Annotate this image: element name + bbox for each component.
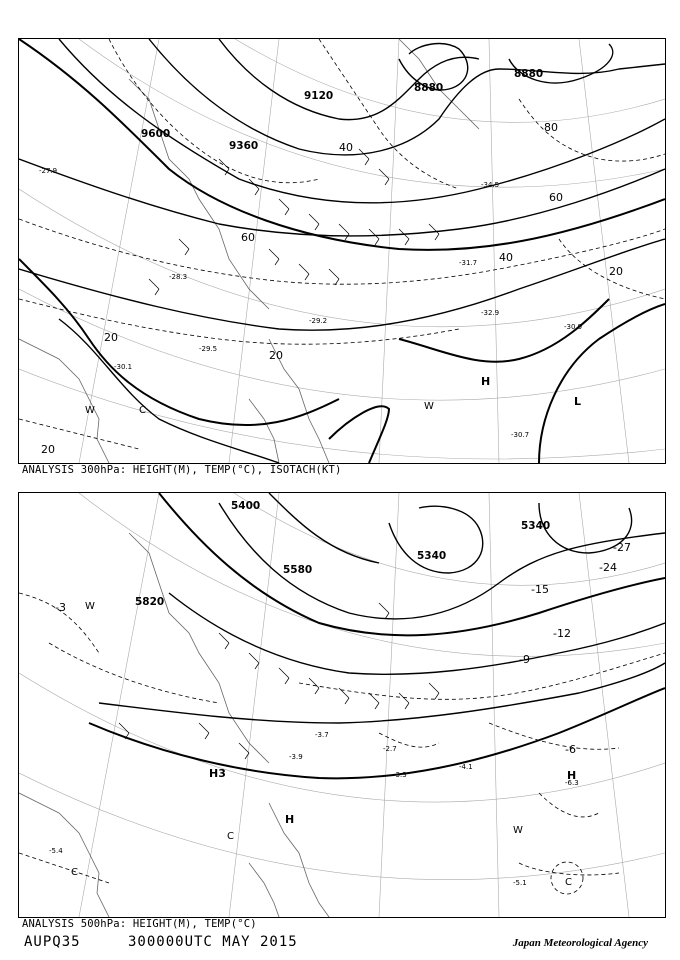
temp-value: -2.7 [383, 745, 397, 753]
coastlines [19, 533, 329, 917]
height-label: 5400 [231, 500, 261, 512]
isotherm-label: -24 [599, 561, 617, 574]
high-pressure-marker: H [481, 375, 491, 388]
caption-500hpa: ANALYSIS 500hPa: HEIGHT(M), TEMP(°C) [22, 918, 257, 930]
map-500hpa-svg [19, 493, 665, 917]
height-label: 9120 [304, 90, 334, 102]
high-pressure-marker: H [285, 813, 295, 826]
isotherm-label: -6 [565, 743, 576, 756]
isotach-label: 40 [339, 141, 353, 154]
height-label: 8880 [414, 82, 444, 94]
temp-value: -28.3 [169, 273, 188, 281]
isotherm-label: -15 [531, 583, 549, 596]
high-pressure-marker: H3 [209, 767, 226, 780]
temp-value: -32.9 [481, 309, 500, 317]
isotach-label: 20 [41, 443, 55, 456]
cold-marker: C [565, 877, 572, 888]
height-contours [99, 493, 665, 723]
isotherm-label: -27 [613, 541, 631, 554]
warm-marker: W [424, 401, 434, 412]
isotach-label: 80 [544, 121, 558, 134]
temperature-samples [39, 167, 582, 439]
isotach-label: 40 [499, 251, 513, 264]
temp-value: -27.9 [39, 167, 58, 175]
temp-value: -29.2 [309, 317, 328, 325]
temp-value: -3.3 [393, 771, 407, 779]
isotherm-label: -3 [55, 601, 66, 614]
height-label: 9360 [229, 140, 259, 152]
pressure-centers [481, 375, 581, 408]
temp-value: -29.5 [199, 345, 218, 353]
temp-value: -4.1 [459, 763, 473, 771]
isotach-label: 60 [241, 231, 255, 244]
temp-value: -6.3 [565, 779, 579, 787]
height-labels [141, 68, 543, 152]
cold-marker: C [71, 867, 78, 878]
analysis-500hpa-map [18, 492, 666, 918]
isotherm-labels [55, 541, 631, 756]
high-pressure-marker: H [567, 769, 577, 782]
valid-time: 300000UTC MAY 2015 [128, 934, 298, 950]
low-pressure-marker: L [574, 395, 582, 408]
temp-value: -30.9 [564, 323, 583, 331]
warm-marker: W [85, 405, 95, 416]
caption-300hpa: ANALYSIS 300hPa: HEIGHT(M), TEMP(°C), ISOTACH(KT) [22, 464, 342, 476]
thick-contour [89, 493, 665, 778]
temp-value: -34.5 [481, 181, 500, 189]
height-label: 5580 [283, 564, 313, 576]
warm-marker: W [85, 601, 95, 612]
map-300hpa-svg [19, 39, 665, 463]
temp-value: -3.9 [289, 753, 303, 761]
isotach-label: 20 [269, 349, 283, 362]
warm-marker: W [513, 825, 523, 836]
wind-barbs [119, 603, 439, 759]
isotach-label: 20 [609, 265, 623, 278]
cold-marker: C [227, 831, 234, 842]
analysis-300hpa-map [18, 38, 666, 464]
height-label: 5340 [521, 520, 551, 532]
height-label: 5820 [135, 596, 165, 608]
wind-barbs [149, 149, 439, 295]
isotherms-dashed [19, 39, 665, 449]
height-labels [135, 500, 550, 608]
temp-value: -31.7 [459, 259, 478, 267]
temperature-samples [49, 731, 579, 887]
height-label: 8880 [514, 68, 544, 80]
temp-value: -3.7 [315, 731, 329, 739]
cold-marker: C [139, 405, 146, 416]
isotherm-label: -9 [519, 653, 530, 666]
isotach-label: 20 [104, 331, 118, 344]
agency-name: Japan Meteorological Agency [512, 937, 648, 949]
temp-value: -30.7 [511, 431, 530, 439]
product-code: AUPQ35 [24, 934, 81, 950]
temp-value: -5.1 [513, 879, 527, 887]
height-label: 9600 [141, 128, 171, 140]
temp-value: -30.1 [114, 363, 133, 371]
isotach-label: 60 [549, 191, 563, 204]
isotach-labels [41, 121, 623, 456]
temp-value: -5.4 [49, 847, 63, 855]
height-label: 5340 [417, 550, 447, 562]
isotherm-label: -12 [553, 627, 571, 640]
